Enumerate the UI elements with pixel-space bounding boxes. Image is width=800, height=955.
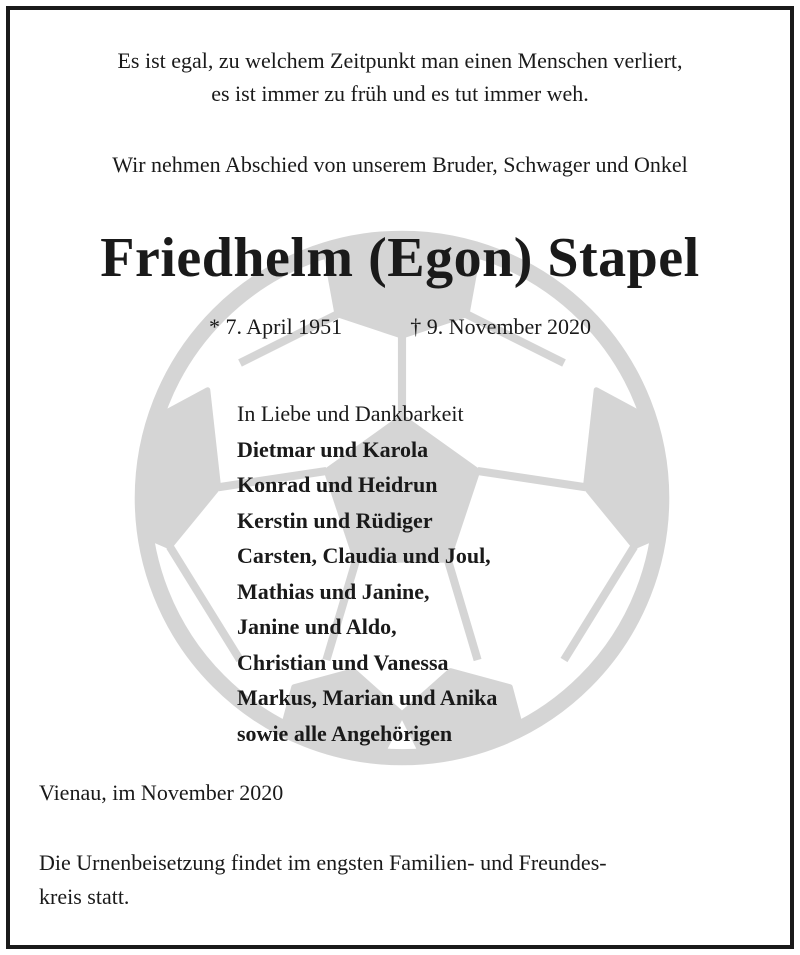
mourner-entry: Markus, Marian und Anika bbox=[237, 685, 498, 710]
mourner-entry: Janine und Aldo, bbox=[237, 614, 397, 639]
notice-line: kreis statt. bbox=[39, 884, 130, 909]
life-dates bbox=[10, 310, 790, 344]
birth-date: * 7. April 1951 bbox=[208, 314, 343, 339]
mourner-entry: sowie alle Angehörigen bbox=[237, 720, 453, 746]
mourner-entry: Konrad und Heidrun bbox=[237, 472, 438, 497]
quote-line: es ist immer zu früh und es tut immer weh. bbox=[211, 81, 589, 106]
farewell-intro: Wir nehmen Abschied von unserem Bruder, Schwager und Onkel bbox=[112, 152, 688, 177]
notice-line: Die Urnenbeisetzung findet im engsten Familien- und Freundes- bbox=[39, 850, 607, 875]
mourner-entry: Mathias und Janine, bbox=[237, 578, 430, 604]
obituary-content bbox=[10, 10, 790, 945]
mourner-entry: Kerstin und Rüdiger bbox=[237, 507, 433, 533]
quote-line: Es ist egal, zu welchem Zeitpunkt man einen Menschen verliert, bbox=[117, 48, 683, 73]
memorial-quote bbox=[10, 44, 790, 110]
mourners-list bbox=[237, 396, 497, 751]
death-date: † 9. November 2020 bbox=[410, 314, 592, 339]
burial-notice bbox=[39, 846, 761, 914]
mourner-entry: Dietmar und Karola bbox=[237, 436, 429, 462]
mourner-entry: Christian und Vanessa bbox=[237, 649, 449, 675]
deceased-name: Friedhelm (Egon) Stapel bbox=[100, 227, 700, 289]
place-and-date: Vienau, im November 2020 bbox=[39, 780, 284, 805]
obituary-frame bbox=[6, 6, 794, 949]
mourners-lead: In Liebe und Dankbarkeit bbox=[237, 401, 464, 426]
mourner-entry: Carsten, Claudia und Joul, bbox=[237, 543, 491, 568]
